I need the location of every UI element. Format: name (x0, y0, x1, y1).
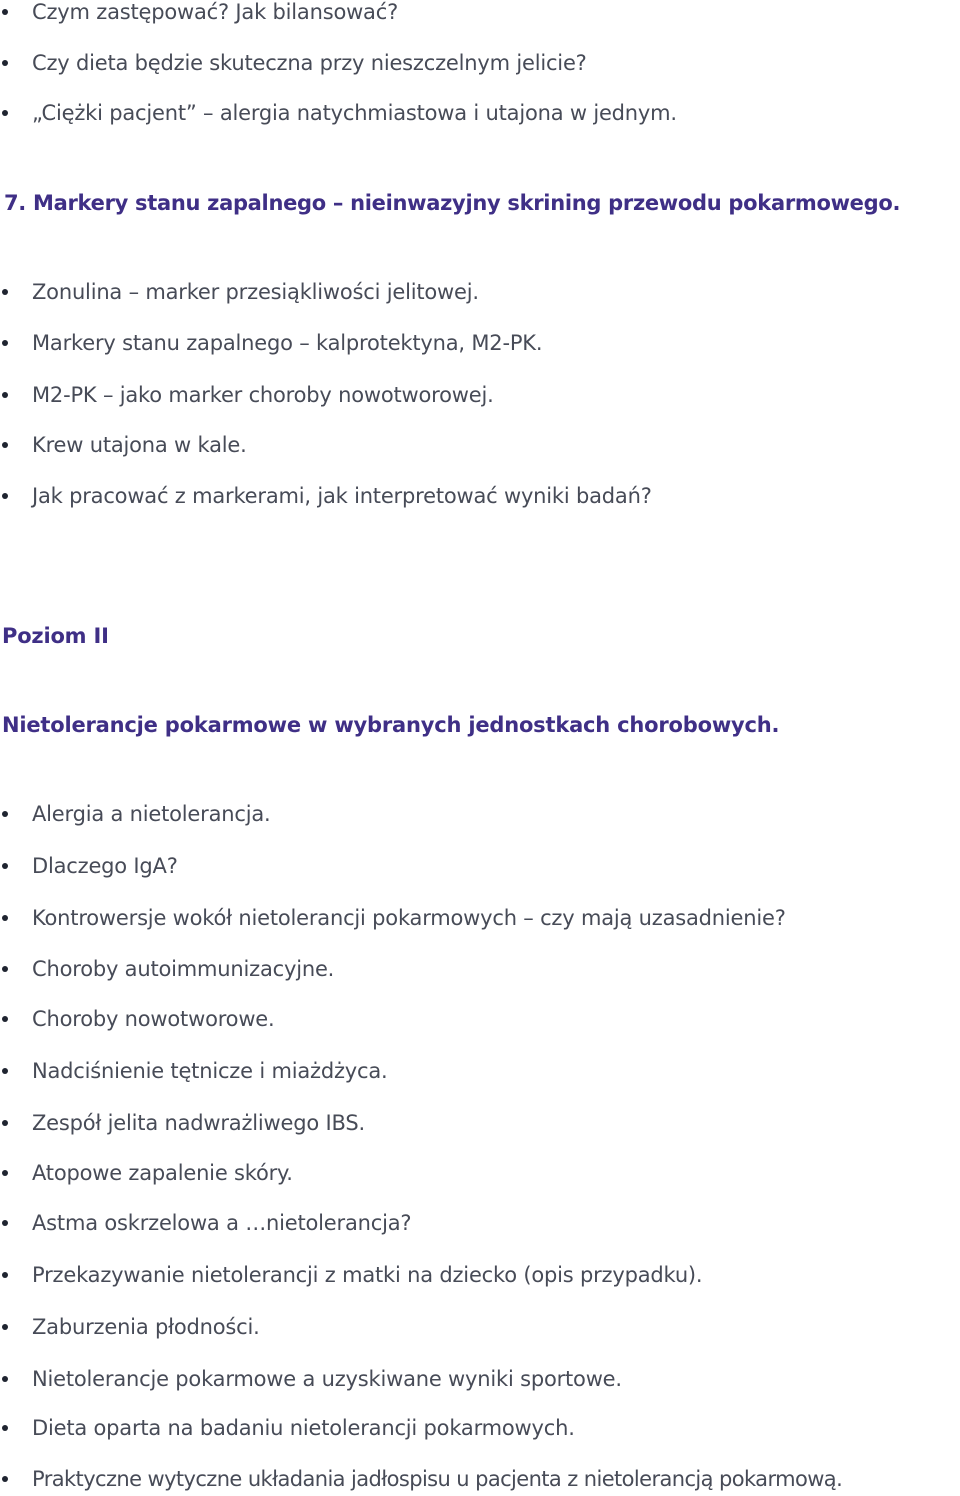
list-item (0, 954, 334, 984)
list-item-text: Zespół jelita nadwrażliwego IBS. (32, 1111, 365, 1135)
bullet-icon (2, 1068, 8, 1074)
bullet-icon (2, 1476, 8, 1482)
list-item (0, 277, 479, 307)
list-item-text: Przekazywanie nietolerancji z matki na dziecko (opis przypadku). (32, 1263, 703, 1287)
bullet-icon (2, 442, 8, 448)
list-item-text: „Ciężki pacjent” – alergia natychmiastowa i utajona w jednym. (32, 101, 677, 125)
list-item-text: Choroby nowotworowe. (32, 1007, 275, 1031)
list-item-text: Praktyczne wytyczne układania jadłospisu u pacjenta z nietolerancją pokarmową. (32, 1467, 843, 1491)
bullet-icon (2, 110, 8, 116)
bullet-icon (2, 1170, 8, 1176)
bullet-icon (2, 493, 8, 499)
bullet-icon (2, 392, 8, 398)
list-item (0, 1208, 411, 1238)
bullet-icon (2, 811, 8, 817)
list-item-text: Czy dieta będzie skuteczna przy nieszczelnym jelicie? (32, 51, 587, 75)
bullet-icon (2, 1376, 8, 1382)
bullet-icon (2, 863, 8, 869)
list-item (0, 48, 587, 78)
list-item (0, 1004, 275, 1034)
list-item (0, 1413, 575, 1443)
bullet-icon (2, 1016, 8, 1022)
bullet-icon (2, 1220, 8, 1226)
list-item (0, 98, 677, 128)
bullet-icon (2, 289, 8, 295)
level-subtitle: Nietolerancje pokarmowe w wybranych jednostkach chorobowych. (2, 713, 780, 737)
list-item (0, 1260, 702, 1290)
list-item (0, 851, 178, 881)
list-item (0, 1108, 365, 1138)
list-item (0, 1056, 388, 1086)
list-item (0, 328, 542, 358)
list-item (0, 481, 652, 511)
list-item (0, 903, 786, 933)
bullet-icon (2, 915, 8, 921)
bullet-icon (2, 1324, 8, 1330)
list-item (0, 0, 398, 27)
list-item (0, 430, 247, 460)
list-item-text: Astma oskrzelowa a …nietolerancja? (32, 1211, 412, 1235)
list-item-text: Zonulina – marker przesiąkliwości jelitowej. (32, 280, 479, 304)
list-item-text: Nadciśnienie tętnicze i miażdżyca. (32, 1059, 388, 1083)
list-item-text: Kontrowersje wokół nietolerancji pokarmowych – czy mają uzasadnienie? (32, 906, 786, 930)
bullet-icon (2, 60, 8, 66)
list-item (0, 1464, 842, 1494)
section-heading: 7. Markery stanu zapalnego – nieinwazyjny skrining przewodu pokarmowego. (4, 191, 901, 215)
bullet-icon (2, 9, 8, 15)
list-item-text: Krew utajona w kale. (32, 433, 247, 457)
list-item (0, 1312, 260, 1342)
level-title: Poziom II (2, 624, 109, 648)
bullet-icon (2, 340, 8, 346)
list-item-text: M2-PK – jako marker choroby nowotworowej. (32, 383, 494, 407)
list-item (0, 1158, 293, 1188)
list-item (0, 1364, 622, 1394)
list-item-text: Nietolerancje pokarmowe a uzyskiwane wyniki sportowe. (32, 1367, 622, 1391)
list-item-text: Alergia a nietolerancja. (32, 802, 271, 826)
bullet-icon (2, 966, 8, 972)
list-item-text: Zaburzenia płodności. (32, 1315, 260, 1339)
list-item-text: Dlaczego IgA? (32, 854, 178, 878)
list-item-text: Dieta oparta na badaniu nietolerancji pokarmowych. (32, 1416, 575, 1440)
list-item (0, 799, 270, 829)
list-item-text: Atopowe zapalenie skóry. (32, 1161, 293, 1185)
list-item-text: Jak pracować z markerami, jak interpretować wyniki badań? (32, 484, 652, 508)
bullet-icon (2, 1272, 8, 1278)
list-item-text: Choroby autoimmunizacyjne. (32, 957, 335, 981)
list-item-text: Czym zastępować? Jak bilansować? (32, 0, 399, 24)
list-item-text: Markery stanu zapalnego – kalprotektyna, M2-PK. (32, 331, 543, 355)
bullet-icon (2, 1120, 8, 1126)
list-item (0, 380, 494, 410)
bullet-icon (2, 1425, 8, 1431)
